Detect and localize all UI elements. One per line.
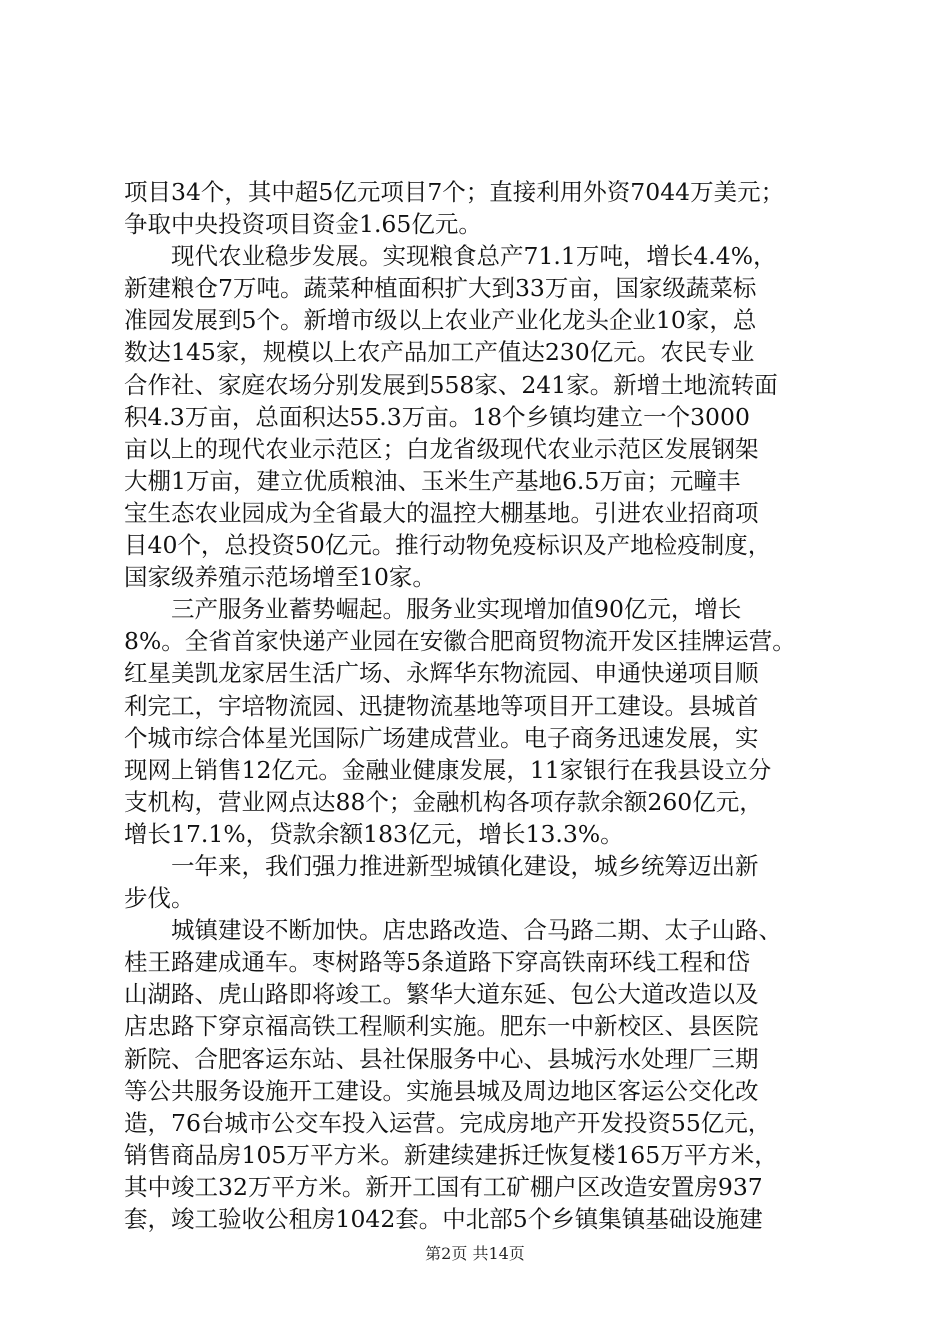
text-line: 店忠路下穿京福高铁工程顺利实施。肥东一中新校区、县医院 bbox=[124, 1012, 759, 1041]
text-line: 其中竣工32万平方米。新开工国有工矿棚户区改造安置房937 bbox=[124, 1172, 763, 1201]
text-line: 国家级养殖示范场增至10家。 bbox=[124, 563, 436, 592]
text-line: 一年来，我们强力推进新型城镇化建设，城乡统筹迈出新 bbox=[124, 851, 759, 880]
text-line: 造，76台城市公交车投入运营。完成房地产开发投资55亿元， bbox=[124, 1108, 772, 1137]
text-line: 销售商品房105万平方米。新建续建拆迁恢复楼165万平方米， bbox=[124, 1140, 778, 1169]
text-line: 积4.3万亩，总面积达55.3万亩。18个乡镇均建立一个3000 bbox=[124, 402, 750, 431]
text-line: 步伐。 bbox=[124, 884, 195, 913]
text-line: 数达145家，规模以上农产品加工产值达230亿元。农民专业 bbox=[124, 338, 755, 367]
text-line: 合作社、家庭农场分别发展到558家、241家。新增土地流转面 bbox=[124, 370, 778, 399]
text-line: 项目34个，其中超5亿元项目7个；直接利用外资7044万美元； bbox=[124, 178, 785, 206]
text-line: 城镇建设不断加快。店忠路改造、合马路二期、太子山路、 bbox=[124, 916, 782, 945]
text-line: 等公共服务设施开工建设。实施县城及周边地区客运公交化改 bbox=[124, 1076, 759, 1105]
text-line: 山湖路、虎山路即将竣工。繁华大道东延、包公大道改造以及 bbox=[124, 980, 759, 1009]
text-line: 新建粮仓7万吨。蔬菜种植面积扩大到33万亩，国家级蔬菜标 bbox=[124, 274, 757, 303]
text-line: 现网上销售12亿元。金融业健康发展，11家银行在我县设立分 bbox=[124, 755, 772, 784]
text-line: 大棚1万亩，建立优质粮油、玉米生产基地6.5万亩；元疃丰 bbox=[124, 466, 741, 495]
text-line: 准园发展到5个。新增市级以上农业产业化龙头企业10家，总 bbox=[124, 306, 757, 335]
text-line: 宝生态农业园成为全省最大的温控大棚基地。引进农业招商项 bbox=[124, 498, 759, 527]
text-line: 支机构，营业网点达88个；金融机构各项存款余额260亿元， bbox=[124, 787, 763, 816]
text-line: 桂王路建成通车。枣树路等5条道路下穿高铁南环线工程和岱 bbox=[124, 948, 750, 977]
text-line: 三产服务业蓄势崛起。服务业实现增加值90亿元，增长 bbox=[124, 595, 742, 624]
body-text bbox=[124, 176, 834, 1235]
text-line: 红星美凯龙家居生活广场、永辉华东物流园、申通快递项目顺 bbox=[124, 659, 759, 688]
text-line: 个城市综合体星光国际广场建成营业。电子商务迅速发展，实 bbox=[124, 723, 759, 752]
text-line: 新院、合肥客运东站、县社保服务中心、县城污水处理厂三期 bbox=[124, 1044, 759, 1073]
page-footer: 第2页 共14页 bbox=[425, 1244, 525, 1263]
text-line: 增长17.1%，贷款余额183亿元，增长13.3%。 bbox=[124, 819, 624, 848]
text-line: 套，竣工验收公租房1042套。中北部5个乡镇集镇基础设施建 bbox=[124, 1205, 763, 1233]
text-line: 争取中央投资项目资金1.65亿元。 bbox=[124, 210, 482, 239]
text-line: 目40个，总投资50亿元。推行动物免疫标识及产地检疫制度， bbox=[124, 531, 772, 560]
text-line: 亩以上的现代农业示范区；白龙省级现代农业示范区发展钢架 bbox=[124, 434, 759, 463]
text-line: 现代农业稳步发展。实现粮食总产71.1万吨，增长4.4%， bbox=[124, 242, 777, 271]
text-line: 8%。全省首家快递产业园在安徽合肥商贸物流开发区挂牌运营。 bbox=[124, 627, 796, 656]
text-line: 利完工，宇培物流园、迅捷物流基地等项目开工建设。县城首 bbox=[124, 691, 759, 720]
